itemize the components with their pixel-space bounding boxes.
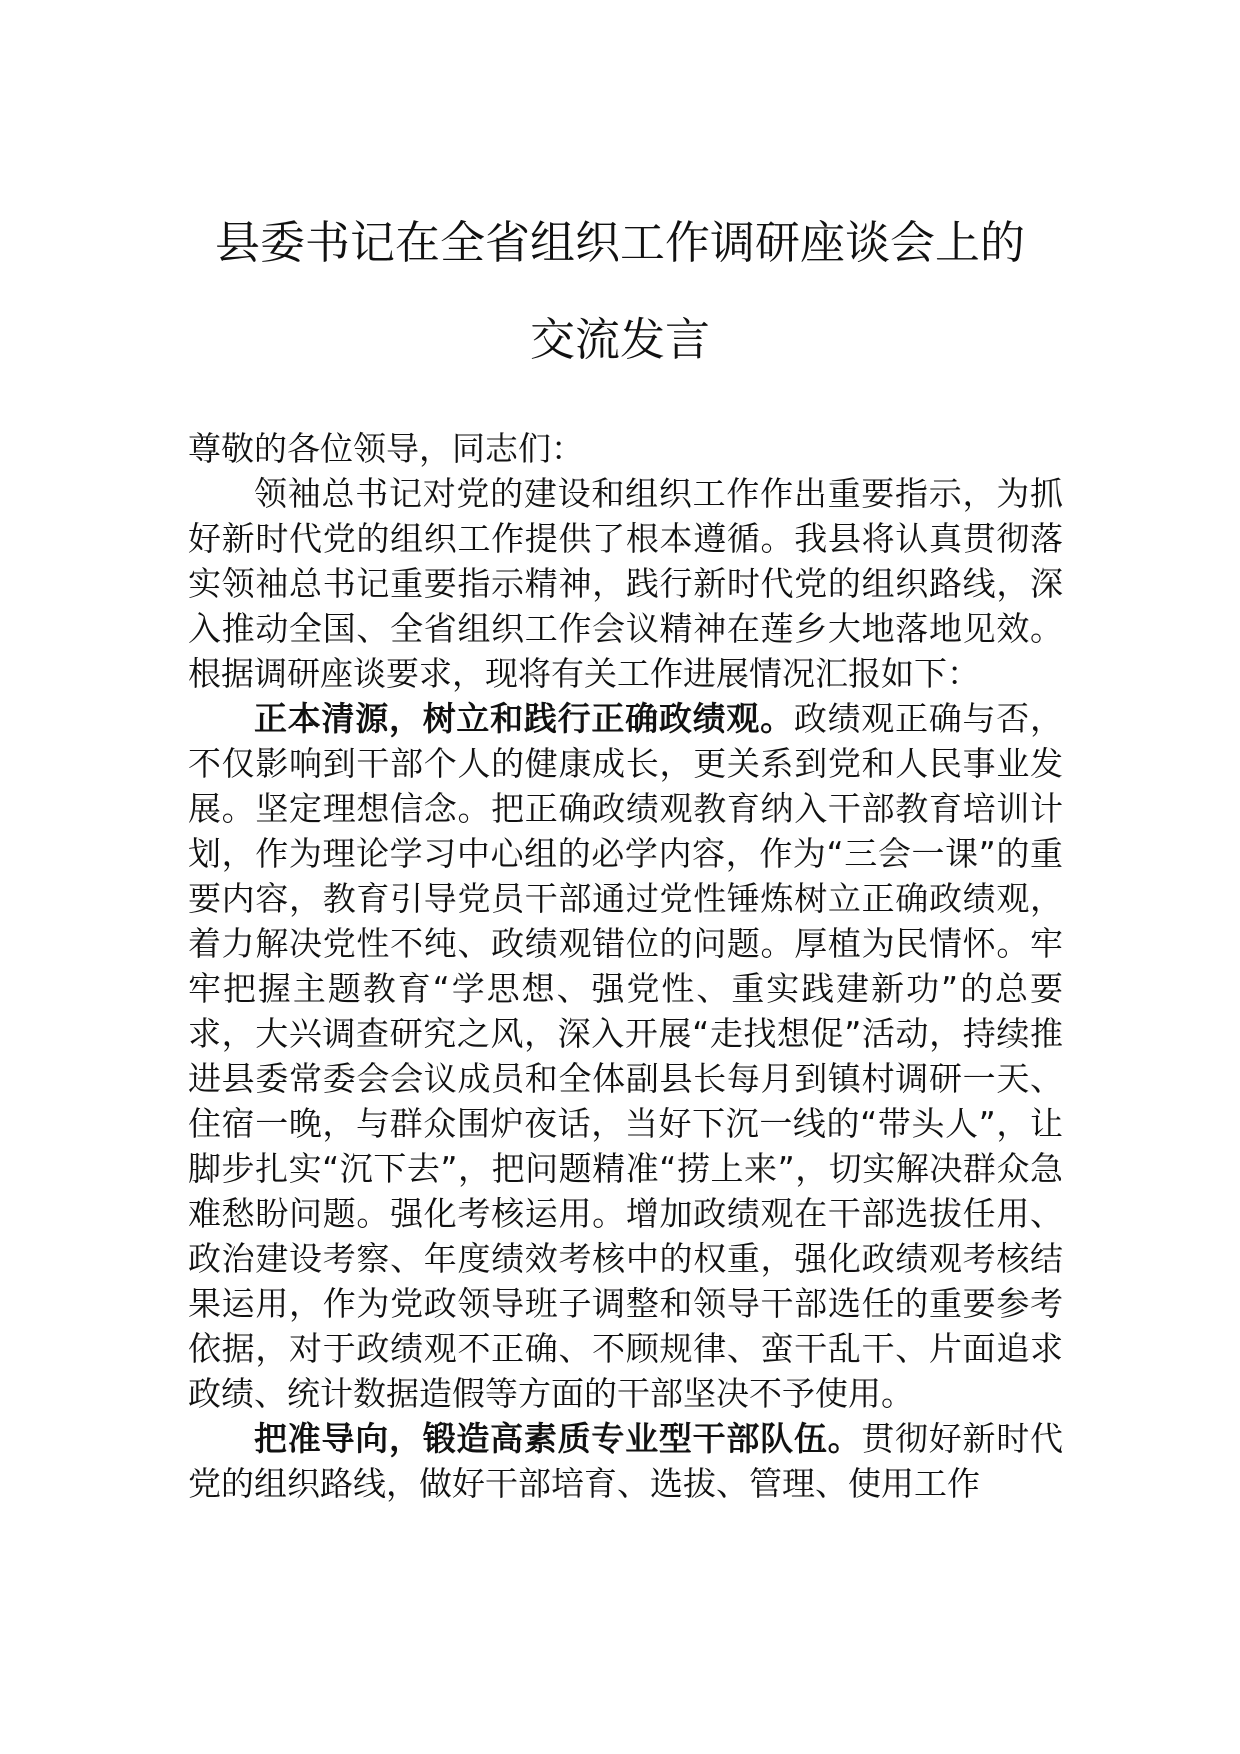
paragraph-intro-text: 领袖总书记对党的建设和组织工作作出重要指示，为抓好新时代党的组织工作提供了根本遵循。我县将认真贯彻落实领袖总书记重要指示精神，践行新时代党的组织路线，深入推动全国、全省组织工作会议精神在莲乡大地落地见效。根据调研座谈要求，现将有关工作进展情况汇报如下： bbox=[188, 474, 1063, 693]
paragraph-political-performance-text: 政绩观正确与否，不仅影响到干部个人的健康成长，更关系到党和人民事业发展。坚定理想信念。把正确政绩观教育纳入干部教育培训计划，作为理论学习中心组的必学内容，作为“三会一课”的重要内容，教育引导党员干部通过党性锤炼树立正确政绩观，着力解决党性不纯、政绩观错位的问题。厚植为民情怀。牢牢把握主题教育“学思想、强党性、重实践建新功”的总要求，大兴调查研究之风，深入开展“走找想促”活动，持续推进县委常委会会议成员和全体副县长每月到镇村调研一天、住宿一晚，与群众围炉夜话，当好下沉一线的“带头人”，让脚步扎实“沉下去”，把问题精准“捞上来”，切实解决群众急难愁盼问题。强化考核运用。增加政绩观在干部选拔任用、政治建设考察、年度绩效考核中的权重，强化政绩观考核结果运用，作为党政领导班子调整和领导干部选任的重要参考依据，对于政绩观不正确、不顾规律、蛮干乱干、片面追求政绩、统计数据造假等方面的干部坚决不予使用。 bbox=[188, 699, 1064, 1413]
paragraph-cadre-team-text: 贯彻好新时代党的组织路线，做好干部培育、选拔、管理、使用工作 bbox=[188, 1419, 1064, 1503]
paragraph-political-performance bbox=[188, 696, 1063, 1416]
document-title-line-2: 交流发言 bbox=[529, 313, 710, 366]
paragraph-cadre-team bbox=[188, 1416, 1063, 1506]
paragraph-intro bbox=[188, 471, 1063, 696]
document-title-line-1: 县委书记在全省组织工作调研座谈会上的 bbox=[214, 216, 1025, 269]
salutation: 尊敬的各位领导，同志们： bbox=[188, 429, 584, 468]
document-body bbox=[188, 426, 1063, 1506]
paragraph-heading-cadre-team: 把准导向，锻造高素质专业型干部队伍。 bbox=[254, 1419, 862, 1458]
paragraph-heading-political-performance: 正本清源，树立和践行正确政绩观。 bbox=[254, 699, 794, 738]
